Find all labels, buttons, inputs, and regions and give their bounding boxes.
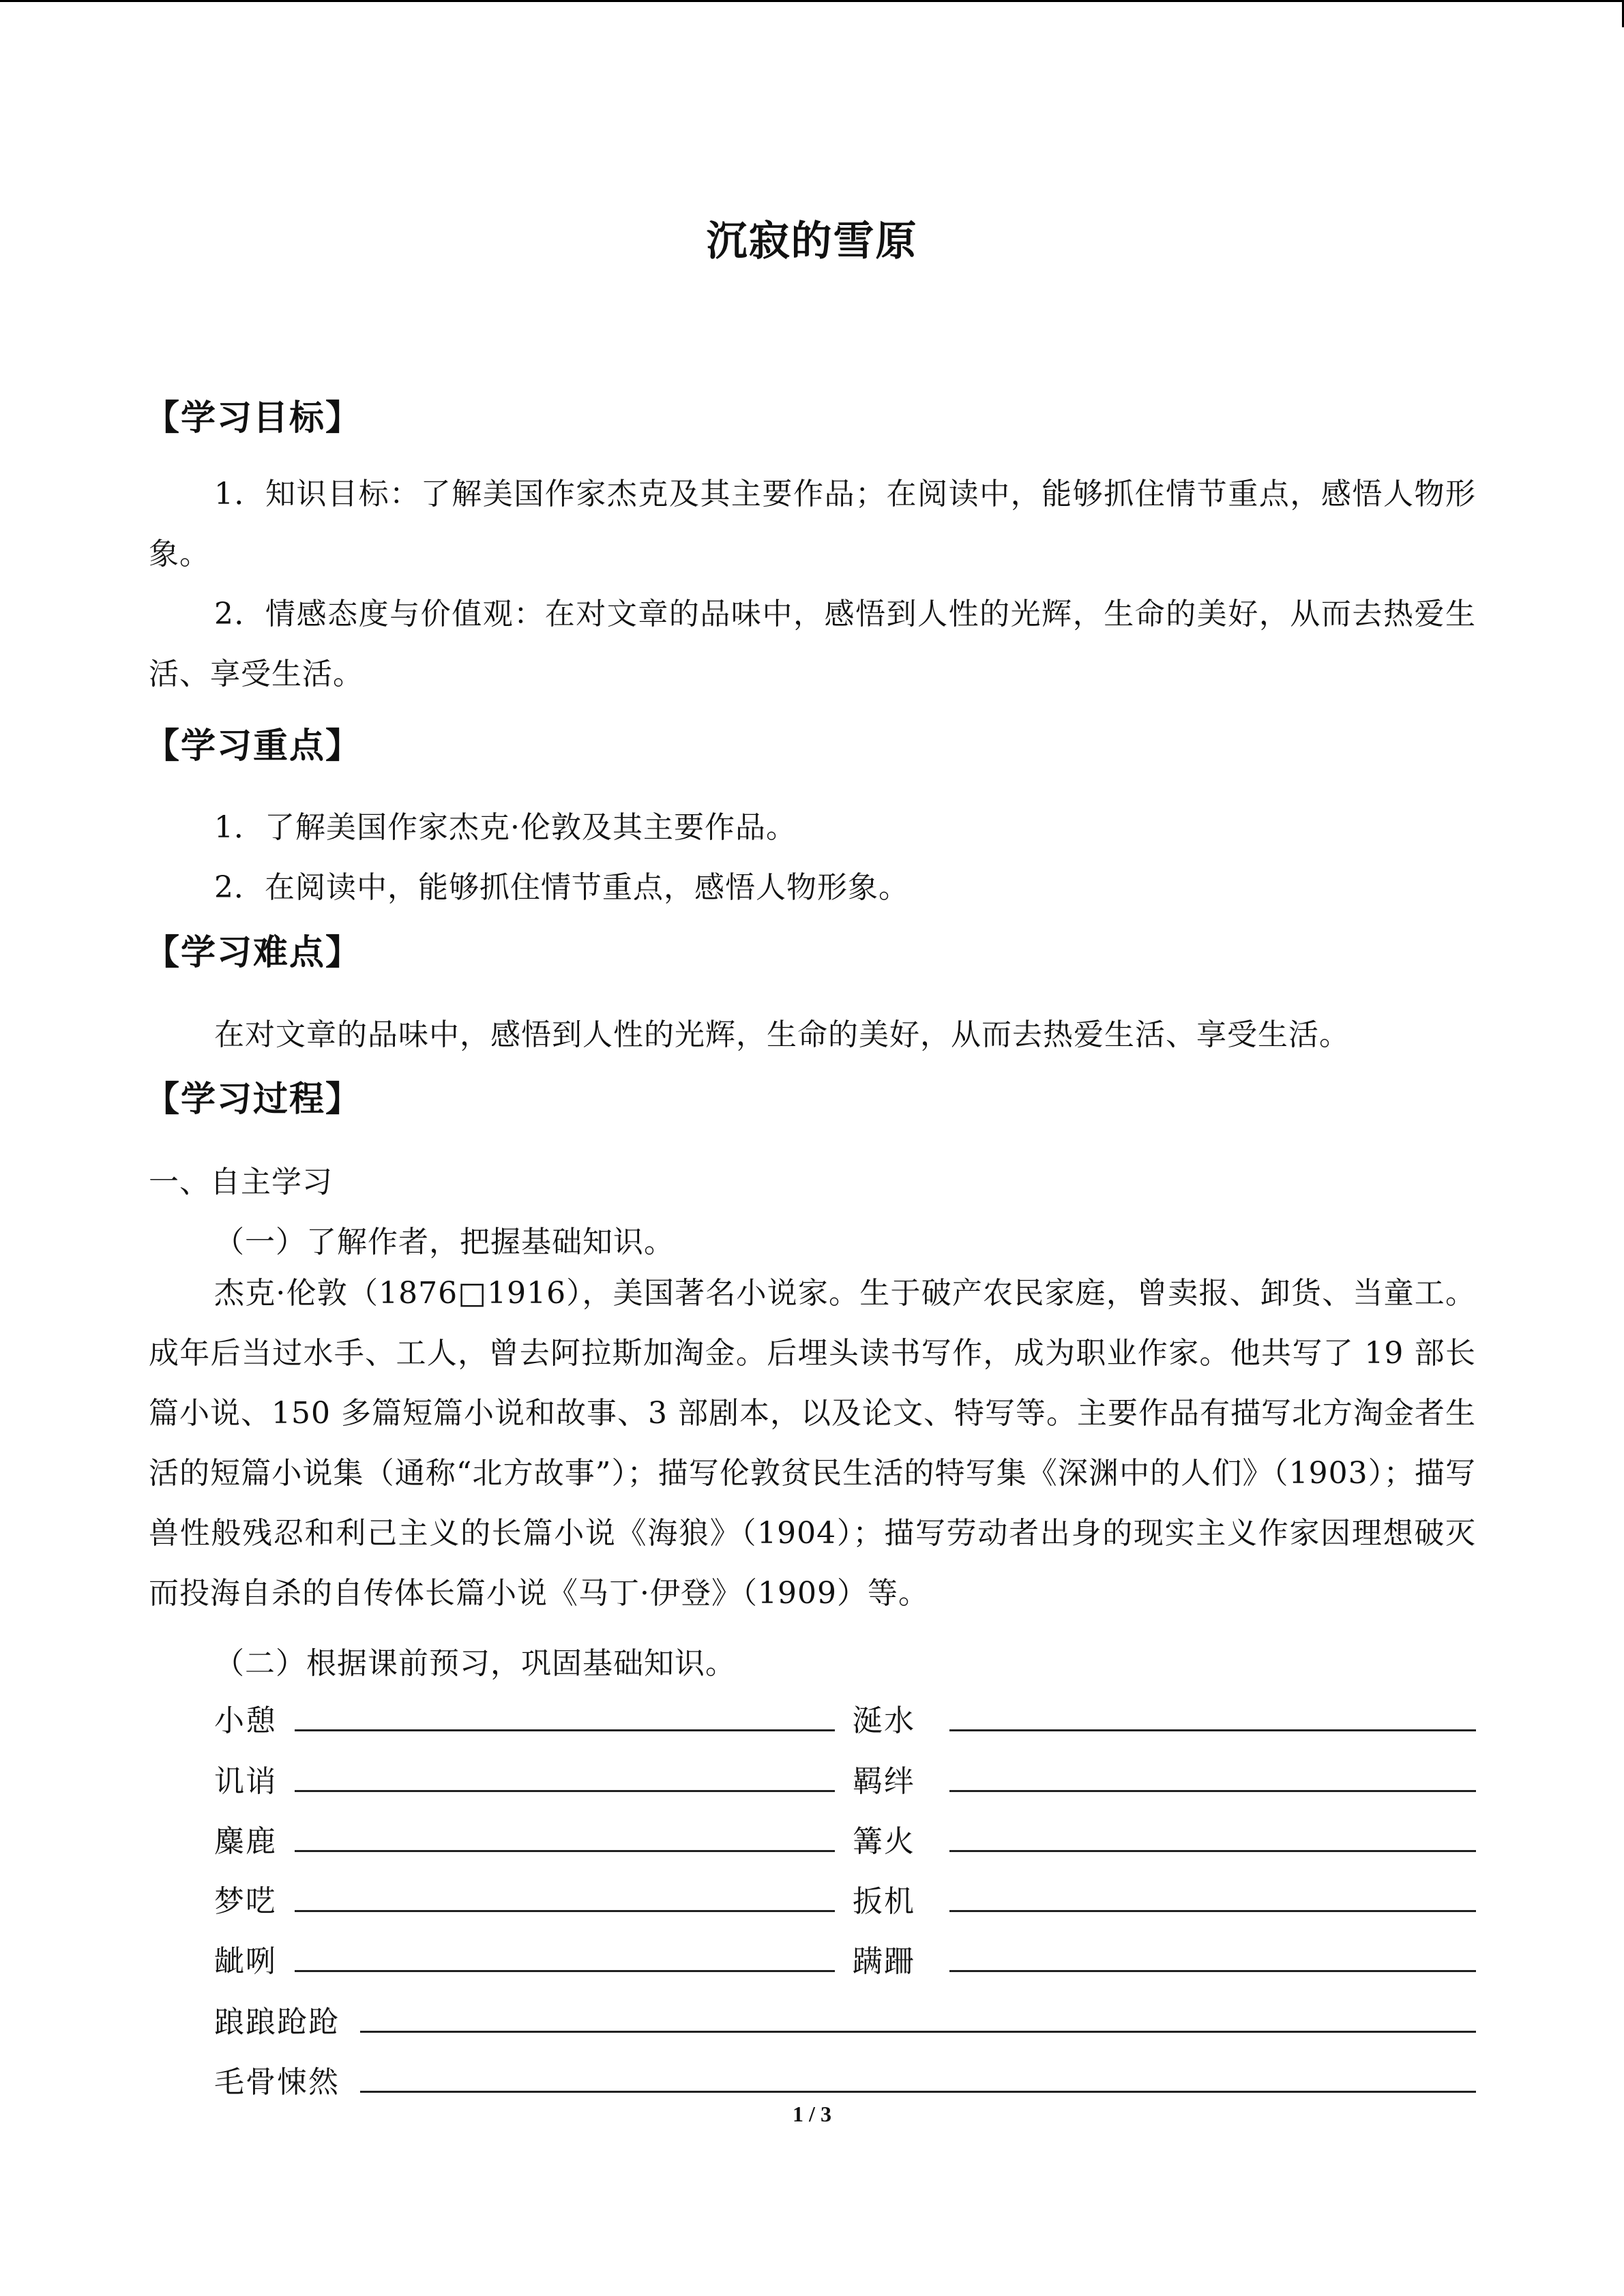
vocab-right-3: 篝火 [853, 1824, 915, 1859]
vocab-right-1: 涎水 [853, 1703, 915, 1738]
key-points-heading: 【学习重点】 [145, 726, 362, 766]
vocab-right-4: 扳机 [853, 1884, 915, 1919]
vocab-left-3-blank[interactable] [295, 1850, 835, 1852]
vocab-left-1: 小憩 [214, 1703, 277, 1738]
vocab-right-1-blank[interactable] [949, 1729, 1476, 1731]
vocab-right-5: 蹒跚 [853, 1944, 915, 1979]
vocab-left-3: 麋鹿 [214, 1824, 277, 1859]
vocab-right-2: 羁绊 [853, 1764, 915, 1799]
goal-1: 1．知识目标：了解美国作家杰克及其主要作品；在阅读中，能够抓住情节重点，感悟人物形象。 [149, 477, 1476, 571]
vocab-full-2: 毛骨悚然 [214, 2065, 340, 2100]
vocab-right-2-blank[interactable] [949, 1790, 1476, 1792]
page-number: 1 / 3 [793, 2102, 831, 2126]
difficulty-heading: 【学习难点】 [145, 933, 362, 973]
vocab-full-1: 踉踉跄跄 [214, 2005, 340, 2040]
process-heading: 【学习过程】 [145, 1079, 362, 1120]
vocab-left-2: 讥诮 [214, 1764, 277, 1799]
key-point-2: 2．在阅读中，能够抓住情节重点，感悟人物形象。 [214, 870, 909, 905]
vocab-left-4-blank[interactable] [295, 1910, 835, 1912]
key-point-1: 1．了解美国作家杰克·伦敦及其主要作品。 [214, 810, 797, 845]
self-study-part-2-heading: （二）根据课前预习，巩固基础知识。 [214, 1646, 736, 1681]
vocab-left-1-blank[interactable] [295, 1729, 835, 1731]
page-title: 沉寂的雪原 [706, 218, 918, 265]
vocab-left-4: 梦呓 [214, 1884, 277, 1919]
vocab-right-5-blank[interactable] [949, 1970, 1476, 1972]
vocab-left-5-blank[interactable] [295, 1970, 835, 1972]
vocab-right-4-blank[interactable] [949, 1910, 1476, 1912]
self-study-heading: 一、自主学习 [149, 1165, 333, 1199]
difficulty-text: 在对文章的品味中，感悟到人性的光辉，生命的美好，从而去热爱生活、享受生活。 [214, 1017, 1350, 1052]
vocab-left-2-blank[interactable] [295, 1790, 835, 1792]
goals-heading: 【学习目标】 [145, 398, 362, 438]
author-bio: 杰克·伦敦（1876□1916），美国著名小说家。生于破产农民家庭，曾卖报、卸货、当童工。成年后当过水手、工人，曾去阿拉斯加淘金。后埋头读书写作，成为职业作家。他共写了 19 部长篇小说、150 多篇短篇小说和故事、3 部剧本，以及论文、特写等。主要作品有描写北方淘金者生活的短篇小说集（通称“北方故事”）；描写伦敦贫民生活的特写集《深渊中的人们》（1903）；描写兽性般残忍和利己主义的长篇小说《海狼》（1904）；描写劳动者出身的现实主义作家因理想破灭而投海自杀的自传体长篇小说《马丁·伊登》（1909）等。 [149, 1276, 1476, 1611]
vocab-full-2-blank[interactable] [360, 2091, 1476, 2093]
vocab-left-5: 龇咧 [214, 1944, 277, 1979]
page-top-border [0, 0, 1624, 2]
vocab-full-1-blank[interactable] [360, 2031, 1476, 2033]
goal-2: 2．情感态度与价值观：在对文章的品味中，感悟到人性的光辉，生命的美好，从而去热爱生活、享受生活。 [149, 597, 1476, 691]
vocab-right-3-blank[interactable] [949, 1850, 1476, 1852]
self-study-part-1-heading: （一）了解作者，把握基础知识。 [214, 1225, 675, 1259]
